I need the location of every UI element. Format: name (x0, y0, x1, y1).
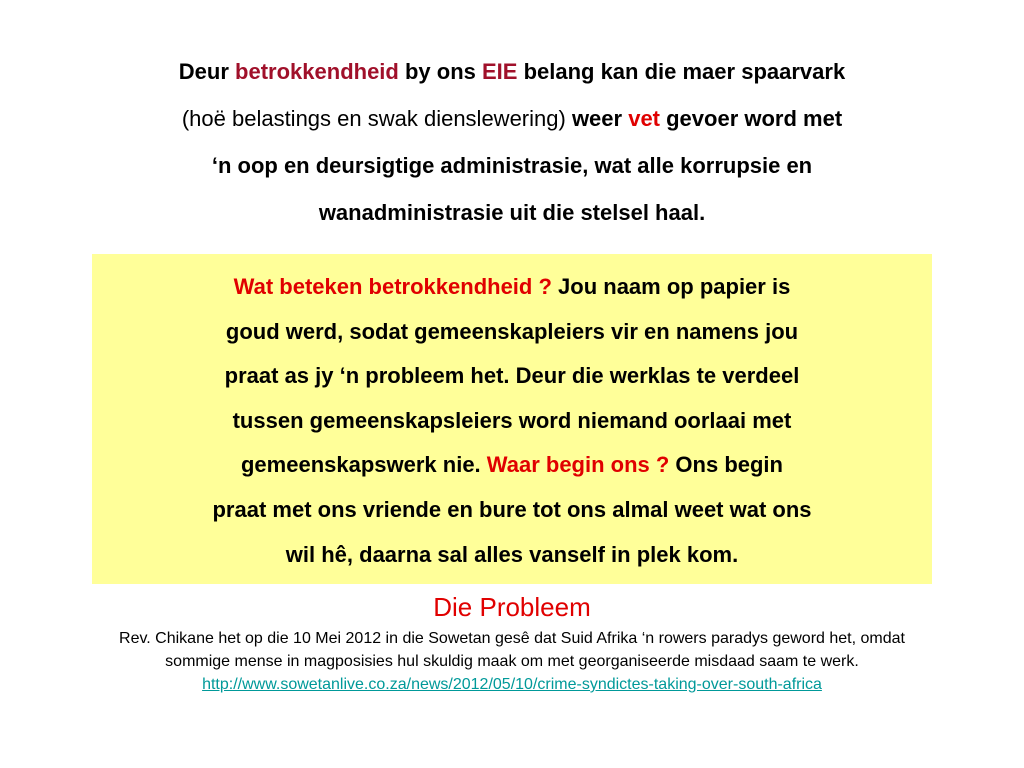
intro-text: by ons (398, 59, 482, 84)
box-line-1 (100, 265, 924, 310)
highlight-betrokkendheid: betrokkendheid (235, 59, 399, 84)
intro-text: belang kan die maer spaarvark (517, 59, 846, 84)
intro-text: Deur (178, 59, 236, 84)
question-betrokkendheid: Wat beteken betrokkendheid ? (233, 274, 552, 299)
intro-line-2 (60, 95, 964, 142)
intro-paragraph (60, 48, 964, 236)
problem-line-1: Rev. Chikane het op die 10 Mei 2012 in die Sowetan gesê dat Suid Afrika ‘n rowers paradys geword het, omdat (119, 630, 905, 647)
highlight-eie: EIE (481, 59, 518, 84)
problem-line-2: sommige mense in magposisies hul skuldig maak om met georganiseerde misdaad saam te werk. (165, 653, 859, 670)
intro-text: gevoer word met (660, 106, 843, 131)
box-line-7: wil hê, daarna sal alles vanself in plek kom. (285, 541, 739, 567)
intro-text: weer (571, 106, 629, 131)
highlight-box-text (100, 265, 924, 577)
box-text: Ons begin (669, 452, 783, 478)
problem-paragraph (10, 627, 1014, 696)
box-text: gemeenskapswerk nie. (240, 452, 487, 478)
box-line-4: tussen gemeenskapsleiers word niemand oorlaai met (232, 407, 792, 433)
box-line-3: praat as jy ‘n probleem het. Deur die werklas te verdeel (224, 363, 800, 389)
box-text: Jou naam op papier is (551, 274, 791, 299)
intro-text: (hoë belastings en swak dienslewering) (181, 106, 572, 131)
intro-line-4: wanadministrasie uit die stelsel haal. (318, 200, 706, 225)
source-link[interactable]: http://www.sowetanlive.co.za/news/2012/05/10/crime-syndictes-taking-over-south-africa (202, 676, 822, 693)
intro-line-1 (60, 48, 964, 95)
problem-title: Die Probleem (433, 592, 591, 622)
box-line-5 (100, 443, 924, 488)
intro-line-3: ‘n oop en deursigtige administrasie, wat alle korrupsie en (211, 153, 813, 178)
question-waar-begin: Waar begin ons ? (486, 452, 670, 478)
box-line-2: goud werd, sodat gemeenskapleiers vir en namens jou (225, 318, 799, 344)
box-line-6: praat met ons vriende en bure tot ons almal weet wat ons (212, 496, 812, 522)
highlight-vet: vet (628, 106, 660, 131)
